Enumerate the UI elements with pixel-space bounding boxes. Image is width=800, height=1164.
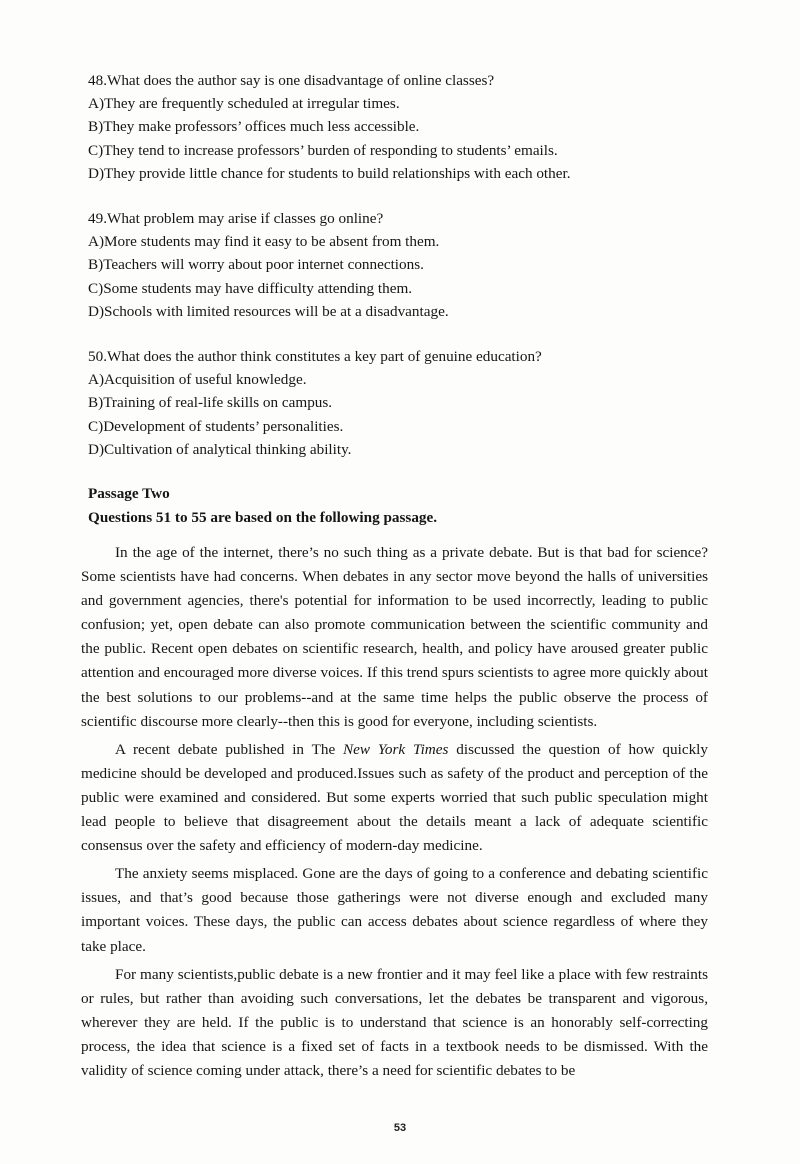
option-b: B)Teachers will worry about poor internet connections. bbox=[88, 256, 424, 274]
option-d: D)Cultivation of analytical thinking ability. bbox=[88, 440, 352, 458]
paragraph-2-start: A recent debate published in The bbox=[115, 740, 344, 758]
option-d: D)Schools with limited resources will be at a disadvantage. bbox=[88, 302, 449, 320]
page-number: 53 bbox=[393, 1122, 407, 1134]
paragraph-3: The anxiety seems misplaced. Gone are the days of going to a conference and debating scientific issues, and that’s good because those gatherings were not diverse enough and excluded many important voices. These days, the public can access debates about science regardless of where they take place. bbox=[81, 865, 708, 955]
question-list bbox=[88, 69, 728, 483]
newspaper-title: New York Times bbox=[343, 740, 449, 758]
option-b: B)Training of real-life skills on campus. bbox=[88, 394, 333, 412]
paragraph-4: For many scientists,public debate is a new frontier and it may feel like a place with few restraints or rules, but rather than avoiding such conversations, let the debates be transparent and vigorous, wherever they are held. If the public is to understand that science is an honorably self-correcting process, the idea that science is a fixed set of facts in a textbook needs to be dismissed. With the validity of science coming under attack, there’s a need for scientific debates to be bbox=[81, 965, 708, 1079]
question-48 bbox=[88, 69, 728, 185]
option-a: A)They are frequently scheduled at irregular times. bbox=[88, 95, 400, 113]
question-49 bbox=[88, 207, 728, 323]
paragraph-1: In the age of the internet, there’s no such thing as a private debate. But is that bad for science? Some scientists have had concerns. When debates in any sector move beyond the halls of universities and government agencies, there's potential for information to be used incorrectly, leading to public confusion; yet, open debate can also promote communication between the scientific community and the public. Recent open debates on scientific research, health, and policy have aroused greater public attention and encouraged more diverse voices. If this trend spurs scientists to agree more quickly about the best solutions to our problems--and at the same time helps the public observe the process of scientific discourse more clearly--then this is good for everyone, including scientists. bbox=[81, 544, 708, 730]
option-c: C)Some students may have difficulty attending them. bbox=[88, 279, 413, 297]
passage-body bbox=[81, 541, 708, 1083]
question-stem: 48.What does the author say is one disadvantage of online classes? bbox=[88, 72, 495, 89]
option-c: C)They tend to increase professors’ burden of responding to students’ emails. bbox=[88, 141, 558, 159]
paragraph-2 bbox=[81, 738, 708, 858]
question-50 bbox=[88, 345, 728, 461]
passage-title: Passage Two bbox=[88, 485, 170, 502]
paragraph-2-rest: discussed the question of how quickly medicine should be developed and produced.Issues such as safety of the product and perception of the public were examined and considered. But some experts worried that such public speculation might lead people to believe that disagreement about the details meant a lack of adequate scientific consensus over the safety and efficiency of modern-day medicine. bbox=[81, 740, 708, 855]
passage-header bbox=[88, 482, 728, 530]
option-b: B)They make professors’ offices much less accessible. bbox=[88, 118, 420, 136]
passage-instruction: Questions 51 to 55 are based on the following passage. bbox=[88, 509, 438, 526]
option-a: A)Acquisition of useful knowledge. bbox=[88, 371, 307, 389]
question-stem: 49.What problem may arise if classes go online? bbox=[88, 210, 384, 228]
option-d: D)They provide little chance for students to build relationships with each other. bbox=[88, 164, 571, 182]
question-stem: 50.What does the author think constitutes a key part of genuine education? bbox=[88, 348, 542, 366]
option-c: C)Development of students’ personalities. bbox=[88, 417, 344, 435]
option-a: A)More students may find it easy to be absent from them. bbox=[88, 233, 440, 251]
